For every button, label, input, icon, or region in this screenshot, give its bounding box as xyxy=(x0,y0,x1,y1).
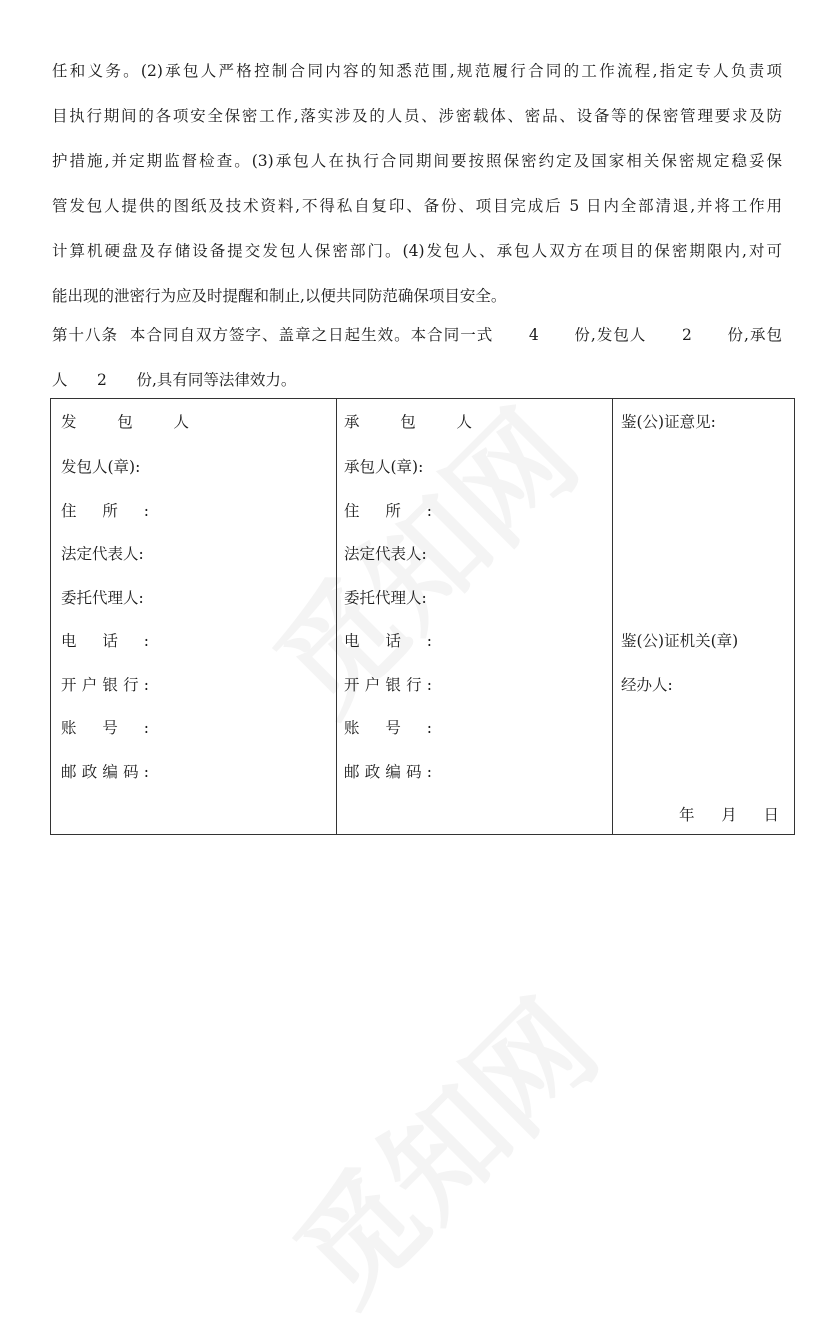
employer-address: 住所: xyxy=(61,502,149,520)
watermark-bottom xyxy=(252,958,628,1334)
employer-column xyxy=(51,399,337,834)
article-18-line-1: 第十八条 本合同自双方签字、盖章之日起生效。本合同一式 4 份,发包人 2 份,承包 xyxy=(52,326,782,344)
article-18-line-2: 人 2 份,具有同等法律效力。 xyxy=(52,371,297,389)
contractor-phone: 电话: xyxy=(344,632,432,650)
paragraph-line: 目执行期间的各项安全保密工作,落实涉及的人员、涉密载体、密品、设备等的保密管理要求及防 xyxy=(52,107,782,125)
contractor-legal-rep: 法定代表人: xyxy=(344,545,427,563)
paragraph-line: 计算机硬盘及存储设备提交发包人保密部门。(4)发包人、承包人双方在项目的保密期限内,对可 xyxy=(52,242,782,260)
contractor-column xyxy=(336,399,613,834)
notary-opinion: 鉴(公)证意见: xyxy=(621,413,716,431)
contractor-account: 账号: xyxy=(344,719,432,737)
employer-header: 发包人 xyxy=(61,413,189,431)
contractor-postcode: 邮政编码: xyxy=(344,763,432,781)
contractor-agent: 委托代理人: xyxy=(344,589,427,607)
employer-legal-rep: 法定代表人: xyxy=(61,545,144,563)
employer-postcode: 邮政编码: xyxy=(61,763,149,781)
paragraph-line: 能出现的泄密行为应及时提醒和制止,以便共同防范确保项目安全。 xyxy=(52,287,507,305)
employer-bank: 开户银行: xyxy=(61,676,149,694)
contractor-bank: 开户银行: xyxy=(344,676,432,694)
notary-authority-seal: 鉴(公)证机关(章) xyxy=(621,632,739,650)
contractor-header: 承包人 xyxy=(344,413,472,431)
employer-seal: 发包人(章): xyxy=(61,458,141,476)
contractor-address: 住所: xyxy=(344,502,432,520)
paragraph-line: 任和义务。(2)承包人严格控制合同内容的知悉范围,规范履行合同的工作流程,指定专人负责项 xyxy=(52,62,782,80)
signature-table xyxy=(50,398,795,835)
employer-phone: 电话: xyxy=(61,632,149,650)
notary-handler: 经办人: xyxy=(621,676,673,694)
employer-account: 账号: xyxy=(61,719,149,737)
notary-column xyxy=(612,399,794,834)
paragraph-line: 护措施,并定期监督检查。(3)承包人在执行合同期间要按照保密约定及国家相关保密规定稳妥保 xyxy=(52,152,782,170)
notary-date: 年 月 日 xyxy=(679,806,779,824)
employer-agent: 委托代理人: xyxy=(61,589,144,607)
contractor-seal: 承包人(章): xyxy=(344,458,424,476)
paragraph-line: 管发包人提供的图纸及技术资料,不得私自复印、备份、项目完成后 5 日内全部清退,并将工作用 xyxy=(52,197,782,215)
